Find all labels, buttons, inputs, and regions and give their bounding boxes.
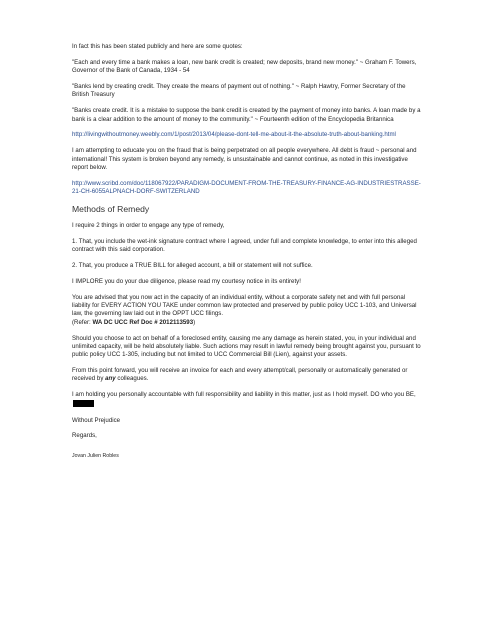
from-point-prefix: From this point forward, you will receive an invoice for each and every attempt/call, personally or automatically generated or received by (72, 367, 408, 383)
closing-without-prejudice: Without Prejudice (72, 416, 121, 424)
link-paragraph-1 (72, 131, 424, 139)
scribd-paradigm-link[interactable]: http://www.scribd.com/doc/118067922/PARADIGM-DOCUMENT-FROM-THE-TREASURY-FINANCE-AG-INDUSTRIESTRASSE-21-CH-6055ALPNACH-DORF-SWITZERLAND (72, 179, 421, 196)
holding-paragraph (72, 391, 424, 409)
link-paragraph-2 (72, 180, 424, 197)
intro-paragraph: In fact this has been stated publicly and here are some quotes: (72, 43, 243, 50)
ucc-reference: WA DC UCC Ref Doc # 2012113593 (92, 318, 194, 326)
quote-britannica: "Banks create credit. It is a mistake to suppose the bank credit is created by the payment of money into banks. A loan made by a bank is a clear addition to the amount of money to the community." ~ Fourteenth edition of the Encyclopedia Britannica (72, 107, 421, 123)
advised-paragraph (72, 294, 424, 327)
advised-text: You are advised that you now act in the capacity of an individual entity, without a corporate safety net and with full personal liability for EVERY ACTION YOU TAKE under common law protected and preserved by public policy UCC 1-103, and Universal law, the governing law laid out in the OPPT UCC filings. (72, 293, 417, 318)
remedy-item-2: 2. That, you produce a TRUE BILL for alleged account, a bill or statement will not suffice. (72, 262, 313, 270)
require-paragraph: I require 2 things in order to engage any type of remedy, (72, 222, 225, 230)
refer-suffix: ) (193, 318, 196, 326)
signature-name: Jovan Julien Robles (72, 452, 119, 459)
from-point-paragraph (72, 367, 424, 384)
redaction-box (73, 400, 94, 407)
closing-regards: Regards, (72, 432, 97, 440)
letter-body (72, 43, 424, 460)
should-paragraph: Should you choose to act on behalf of a foreclosed entity, causing me any damage as herein stated, you, in your individual and unlimited capacity, will be held absolutely liable. Such actions may result in lawful remedy being brought against you, pursuant to public policy UCC 1-305, including but not limited to UCC Commercial Bill (Lien), against your assets. (72, 334, 421, 359)
living-without-money-link[interactable]: http://livingwithoutmoney.weebly.com/1/post/2013/04/please-dont-tell-me-about-it-the-absolute-truth-about-banking.html (72, 131, 396, 139)
quote-towers: "Each and every time a bank makes a loan, new bank credit is created; new deposits, brand new money." ~ Graham F. Towers, Governor of the Bank of Canada, 1934 - 54 (72, 58, 417, 75)
educate-paragraph: I am attempting to educate you on the fraud that is being perpetrated on all people everywhere. All debt is fraud ~ personal and international! This system is broken beyond any remedy, is unsustainable and cannot continue, as noted in this investigative report below. (72, 147, 417, 171)
holding-text: I am holding you personally accountable with full responsibility and liability in this matter, just as I hold myself. DO who you BE, (72, 391, 416, 399)
methods-of-remedy-heading: Methods of Remedy (72, 204, 150, 215)
quote-hawtry: "Banks lend by creating credit. They create the means of payment out of nothing." ~ Ralph Hawtry, Former Secretary of the British Treasury (72, 83, 406, 99)
implore-paragraph: I IMPLORE you do your due diligence, please read my courtesy notice in its entirety! (72, 277, 301, 285)
remedy-item-1: 1. That, you include the wet-ink signature contract where I agreed, under full and complete knowledge, to enter into this alleged contract with this said corporation. (72, 237, 417, 254)
refer-prefix: (Refer: (72, 318, 93, 326)
from-point-suffix: colleagues. (115, 375, 149, 383)
any-emphasis: any (105, 375, 116, 383)
